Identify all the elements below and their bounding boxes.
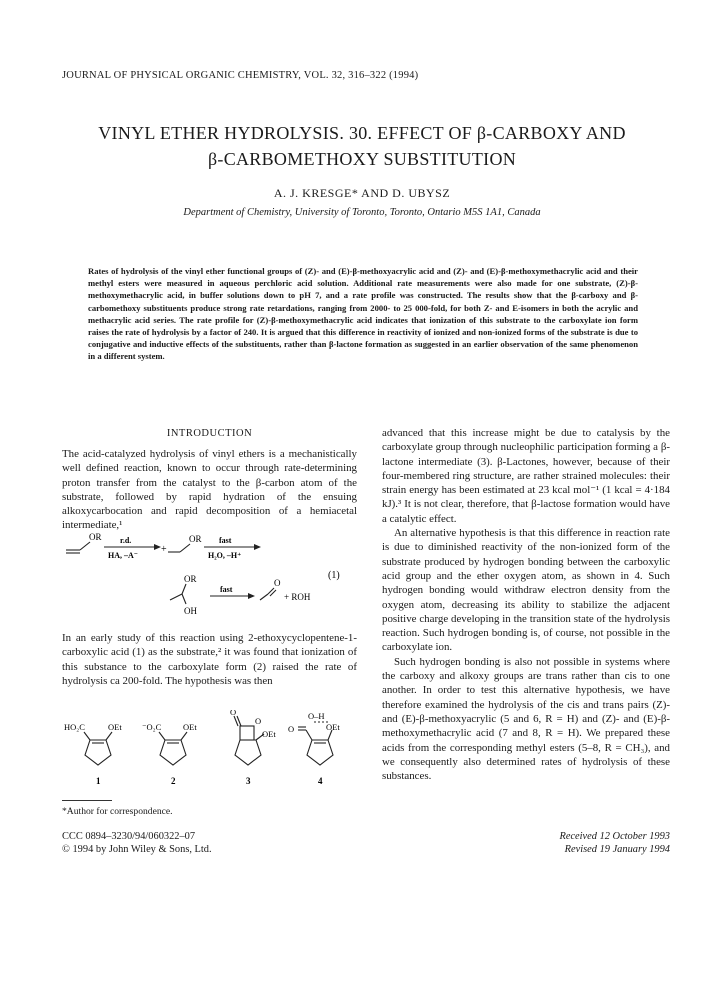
scheme-or-2: OR	[189, 534, 202, 544]
scheme-fast-label-2: fast	[220, 585, 233, 594]
struct-label-2: 2	[171, 776, 176, 786]
struct3-ring-o: O	[255, 716, 262, 726]
struct1-ho2c: HO₂C	[64, 722, 85, 732]
structures-1-to-4	[62, 710, 362, 792]
intro-paragraph-1: The acid-catalyzed hydrolysis of vinyl ethers is a mechanistically well defined reaction, known to occur through rate-determining proton transfer from the catalyst to the β-carbon atom of the substrate, followed by rapid hydration of the ensuing alkoxycarbocation and rapid decomposition of a hemiacetal intermediate,¹	[62, 448, 357, 532]
copyright-line: © 1994 by John Wiley & Sons, Ltd.	[62, 844, 212, 855]
title-line-2: β-CARBOMETHOXY SUBSTITUTION	[207, 149, 517, 169]
scheme-or-3: OR	[184, 574, 197, 584]
scheme-roh: + ROH	[284, 592, 311, 602]
right-paragraph-2: An alternative hypothesis is that this difference in reaction rate is due to diminished reactivity of the non-ionized form of the substrate produced by hydrogen bonding between the carboxylic acid group and the ether oxygen atom, as shown in 4. Such hydrogen bonding would withdraw electron density from the oxygen atom, decreasing its ability to stabilize the adjacent positive charge developing in the transition state of the hydrolysis reaction. Such hydrogen bonding is, of course, not possible in the carboxylate ion.	[382, 527, 670, 654]
struct1-oet: OEt	[108, 722, 122, 732]
scheme-fast-label-1: fast	[219, 536, 232, 545]
scheme-aldehyde-o: O	[274, 578, 281, 588]
affiliation: Department of Chemistry, University of Toronto, Toronto, Ontario M5S 1A1, Canada	[183, 207, 541, 218]
struct3-carbonyl-o: O	[230, 710, 237, 717]
footnote-rule	[62, 800, 112, 801]
title-line-1: VINYL ETHER HYDROLYSIS. 30. EFFECT OF β-CARBOXY AND	[98, 123, 626, 143]
struct-label-1: 1	[96, 776, 101, 786]
equation-number: (1)	[328, 570, 340, 581]
revised-date: Revised 19 January 1994	[564, 844, 670, 855]
journal-header: JOURNAL OF PHYSICAL ORGANIC CHEMISTRY, VOL. 32, 316–322 (1994)	[62, 70, 419, 81]
struct4-carbonyl-o: O	[288, 724, 295, 734]
abstract: Rates of hydrolysis of the vinyl ether functional groups of (Z)- and (E)-β-methoxyacrylic acid and (Z)- and (E)-β-methoxymethacrylic acid and their methyl esters were measured in aqueous perchloric acid solution. Additional rate measurements were also made for one substrate, (Z)-β-methoxymethacrylic acid, in buffer solutions down to pH 7, and a rate profile was constructed. The results show that the β-carboxy and β-carbomethoxy substituents produce strong rate retardations, ranging from 2000- to 25 000-fold, for both Z- and E-isomers in both the acrylic and methacrylic acid series. The rate profile for (Z)-β-methoxymethacrylic acid indicates that ionization of this substrate to the carboxylate ion form raises the rate of hydrolysis by a factor of 240. It is argued that this difference in reactivity of ionized and non-ionized forms of the substrate is due to conjugative and inductive effects of the substituents, rather than β-lactone formation as suggested in an earlier observation of the same phenomenon in a different system.	[88, 266, 638, 362]
scheme-or-1: OR	[89, 532, 102, 542]
right-paragraph-1: advanced that this increase might be due to catalysis by the carboxylate group through nucleophilic participation forming a β-lactone intermediate (3). β-Lactones, however, because of their four-membered ring structure, are rather strained molecules: their strain energy has been estimated at 23 kcal mol⁻¹ (1 kcal = 4·184 kJ).³ It is not clear, therefore, that β-lactose formation would have a catalytic effect.	[382, 427, 670, 525]
footnote: *Author for correspondence.	[62, 806, 173, 817]
received-date: Received 12 October 1993	[559, 831, 670, 842]
struct3-oet: OEt	[262, 729, 276, 739]
section-heading-introduction: INTRODUCTION	[166, 428, 253, 439]
struct-label-3: 3	[246, 776, 251, 786]
scheme-plus: +	[161, 544, 167, 555]
left-column-paragraph-2	[62, 631, 357, 688]
scheme-h2o-label: H₂O, –H⁺	[208, 551, 242, 560]
right-column	[382, 426, 670, 783]
scheme-ha-label: HA, –A⁻	[108, 551, 138, 560]
scheme-rd-label: r.d.	[120, 536, 132, 545]
intro-paragraph-2: In an early study of this reaction using 2-ethoxycyclopentene-1-carboxylic acid (1) as the substrate,² it was found that ionization of this substance to the carboxylate form (2) raised the rate of hydrolysis ca 200-fold. The hypothesis was then	[62, 632, 357, 687]
struct4-oh: O–H	[308, 711, 325, 721]
scheme-oh: OH	[184, 606, 197, 616]
left-column-paragraph-1	[62, 447, 357, 533]
ccc-code: CCC 0894–3230/94/060322–07	[62, 831, 196, 842]
paper-title	[40, 120, 684, 172]
struct4-oet: OEt	[326, 722, 340, 732]
received-dates	[480, 830, 670, 856]
authors: A. J. KRESGE* AND D. UBYSZ	[273, 186, 451, 200]
right-paragraph-3: Such hydrogen bonding is also not possible in systems where the carboxy and alkoxy groups are trans rather than cis to one another. In order to test this alternative hypothesis, we have therefore examined the hydrolysis of the cis and trans pairs (Z)- and (E)-β-methoxyacrylic (5 and 6, R = H) and (Z)- and (E)-β-methoxymethacrylic acid (7 and 8, R = H). We prepared these acids from the corresponding methyl esters (5–8, R = CH₃), and we consequently also determined rates of hydrolysis of these substances.	[382, 655, 670, 783]
struct-label-4: 4	[318, 776, 323, 786]
copyright-block	[62, 830, 212, 856]
reaction-scheme	[62, 530, 362, 625]
struct2-o2c: ⁻O₂C	[142, 722, 162, 732]
struct2-oet: OEt	[183, 722, 197, 732]
